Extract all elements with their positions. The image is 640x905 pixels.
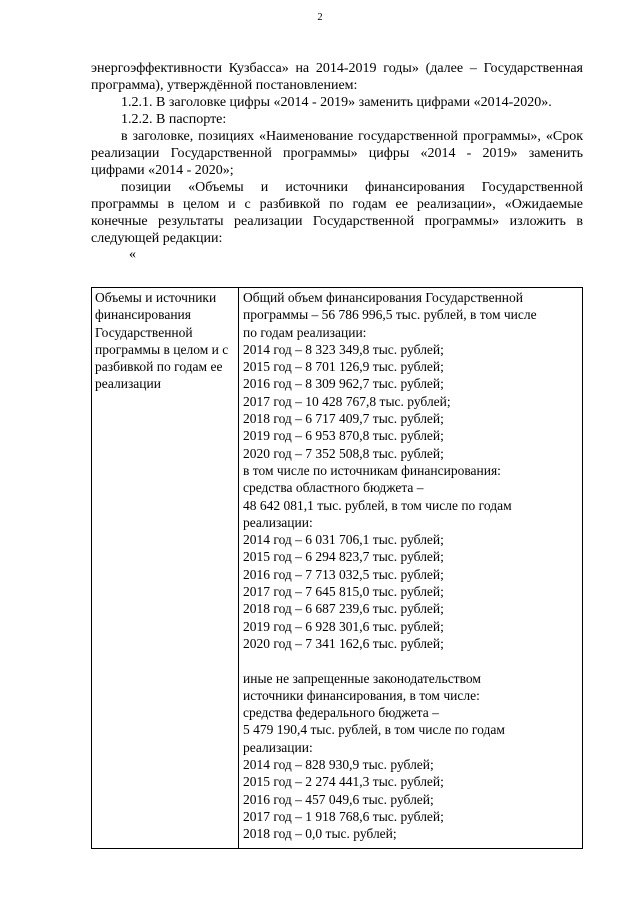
- paragraph-1-2-2: 1.2.2. В паспорте:: [121, 112, 227, 127]
- financing-line: 2020 год – 7 352 508,8 тыс. рублей;: [243, 445, 444, 461]
- financing-line: 2017 год – 1 918 768,6 тыс. рублей;: [243, 808, 444, 824]
- financing-line: 2019 год – 6 928 301,6 тыс. рублей;: [243, 618, 444, 634]
- financing-line: 5 479 190,4 тыс. рублей, в том числе по годам: [243, 722, 505, 738]
- financing-line: средства федерального бюджета –: [243, 705, 439, 721]
- intro-text: [91, 60, 583, 263]
- financing-line: 2015 год – 2 274 441,3 тыс. рублей;: [243, 774, 444, 790]
- financing-line: 48 642 081,1 тыс. рублей, в том числе по годам: [243, 497, 512, 513]
- financing-line: 2018 год – 6 687 239,6 тыс. рублей;: [243, 601, 444, 617]
- page-number: 2: [317, 12, 323, 23]
- passport-table: [91, 287, 583, 849]
- financing-line: 2014 год – 6 031 706,1 тыс. рублей;: [243, 532, 444, 548]
- paragraph-1-2-1: 1.2.1. В заголовке цифры «2014 - 2019» заменить цифрами «2014-2020».: [121, 95, 552, 110]
- financing-line: 2017 год – 7 645 815,0 тыс. рублей;: [243, 584, 444, 600]
- financing-line: 2018 год – 6 717 409,7 тыс. рублей;: [243, 411, 444, 427]
- financing-line: 2016 год – 457 049,6 тыс. рублей;: [243, 791, 434, 807]
- financing-line: 2018 год – 0,0 тыс. рублей;: [243, 826, 397, 842]
- table-row: [92, 288, 583, 849]
- financing-line: 2015 год – 6 294 823,7 тыс. рублей;: [243, 549, 444, 565]
- financing-line: 2020 год – 7 341 162,6 тыс. рублей;: [243, 635, 444, 651]
- financing-line: источники финансирования, в том числе:: [243, 687, 480, 703]
- blank-line: [243, 652, 579, 669]
- financing-line: 2014 год – 828 930,9 тыс. рублей;: [243, 757, 434, 773]
- financing-line: реализации:: [243, 514, 313, 530]
- financing-line: программы – 56 786 996,5 тыс. рублей, в том числе: [243, 307, 537, 323]
- financing-line: по годам реализации:: [243, 324, 367, 340]
- financing-line: 2016 год – 8 309 962,7 тыс. рублей;: [243, 376, 444, 392]
- financing-line: реализации:: [243, 739, 313, 755]
- financing-line: иные не запрещенные законодательством: [243, 670, 481, 686]
- financing-line: 2014 год – 8 323 349,8 тыс. рублей;: [243, 341, 444, 357]
- financing-line: 2019 год – 6 953 870,8 тыс. рублей;: [243, 428, 444, 444]
- opening-quote-mark: «: [129, 247, 136, 262]
- paragraph-continuation: энергоэффективности Кузбасса» на 2014-2019 годы» (далее – Государственная программа), утверждённой постановлением:: [91, 61, 583, 93]
- position-name-cell: Объемы и источники финансирования Государственной программы в целом и с разбивкой по годам ее реализации: [92, 288, 239, 849]
- financing-line: Общий объем финансирования Государственной: [243, 290, 523, 305]
- financing-details-cell: [239, 288, 583, 849]
- financing-line: в том числе по источникам финансирования:: [243, 462, 501, 478]
- financing-line: 2015 год – 8 701 126,9 тыс. рублей;: [243, 359, 444, 375]
- financing-line: 2017 год – 10 428 767,8 тыс. рублей;: [243, 393, 451, 409]
- paragraph-positions-change: позиции «Объемы и источники финансирования Государственной программы в целом и с разбивкой по годам ее реализации», «Ожидаемые конечные результаты реализации Государственной программы» изложить в следующей редакции:: [91, 180, 583, 246]
- financing-line: средства областного бюджета –: [243, 480, 424, 496]
- financing-lines: [243, 289, 579, 843]
- financing-line: 2016 год – 7 713 032,5 тыс. рублей;: [243, 566, 444, 582]
- paragraph-title-change: в заголовке, позициях «Наименование государственной программы», «Срок реализации Государственной программы» цифры «2014 - 2019» заменить цифрами «2014 - 2020»;: [91, 129, 583, 178]
